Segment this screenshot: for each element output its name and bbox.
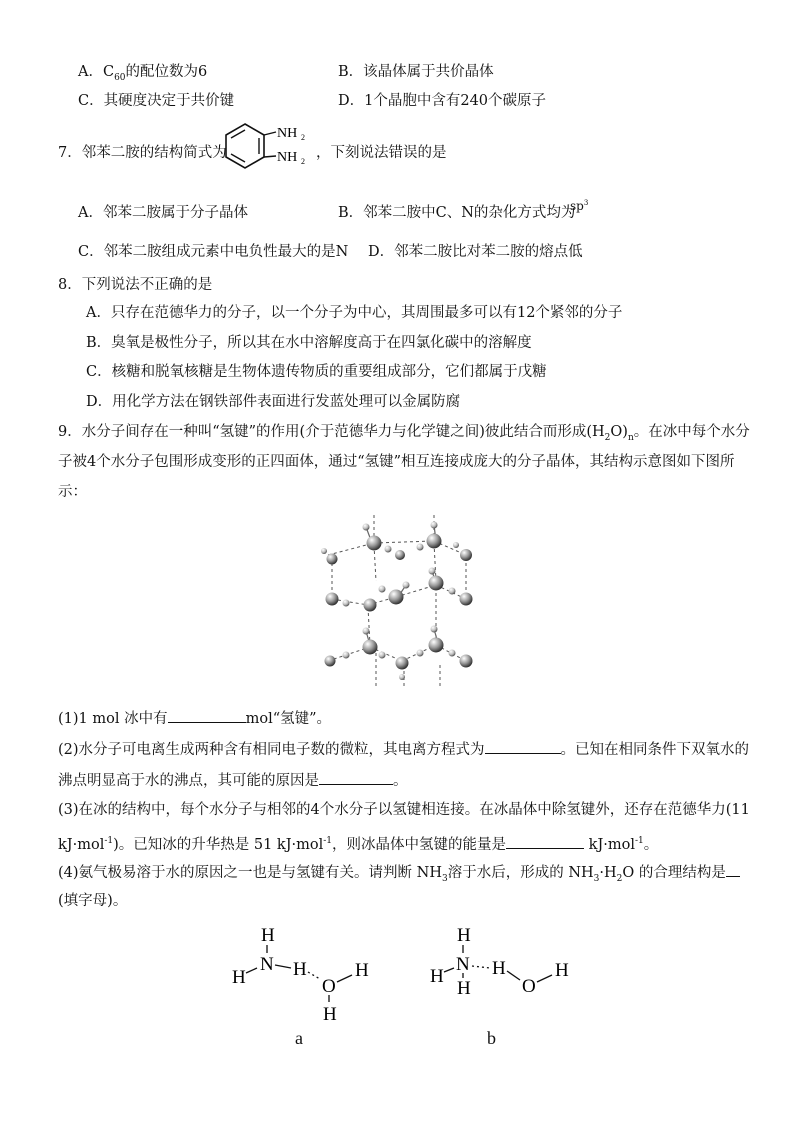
svg-text:H: H (293, 959, 307, 980)
q9-line2: 子被4个水分子包围形成变形的正四面体，通过“氢键”相互连接成庞大的分子晶体，其结构示意图如下图所 (58, 454, 735, 470)
answer-blank-1[interactable] (168, 708, 246, 723)
q9-part1: (1)1 mol 冰中有 mol“氢键”。 (58, 708, 331, 729)
nh2-sub-top: 2 (301, 133, 305, 142)
q7-stem-prefix: 7．邻苯二胺的结构简式为 (58, 145, 227, 161)
q6-option-a: A．$C_{60}$的配位数为6 (78, 64, 208, 83)
q8-option-a: A．只存在范德华力的分子，以一个分子为中心，其周围最多可以有12个紧邻的分子 (86, 305, 623, 321)
nh2-sub-bottom: 2 (301, 157, 305, 166)
q9-part4-line1: (4)氨气极易溶于水的原因之一也是与氢键有关。请判断 $NH_3$溶于水后，形成的 $NH_3\cdot H_2O$ 的合理结构是 (58, 862, 740, 889)
svg-text:H: H (430, 966, 444, 987)
q8-option-b: B．臭氧是极性分子，所以其在水中溶解度高于在四氯化碳中的溶解度 (86, 335, 532, 351)
q7-stem-suffix: ，下刻说法错误的是 (316, 145, 447, 161)
svg-text:N: N (260, 954, 274, 975)
q9-part4-line2: (填字母)。 (58, 893, 128, 909)
svg-text:O: O (522, 976, 536, 997)
q7-option-c: C．邻苯二胺组成元素中电负性最大的是N (78, 244, 349, 260)
q8-stem: 8．下列说法不正确的是 (58, 277, 213, 293)
q8-option-d: D．用化学方法在钢铁部件表面进行发蓝处理可以金属防腐 (86, 394, 461, 410)
answer-blank-2a[interactable] (485, 739, 561, 754)
q9-part2-line2: 沸点明显高于水的沸点，其可能的原因是 。 (58, 770, 408, 791)
svg-text:H: H (492, 958, 506, 979)
svg-text:H: H (555, 960, 569, 981)
svg-text:H: H (457, 978, 471, 999)
q7-option-a: A．邻苯二胺属于分子晶体 (78, 205, 248, 221)
ice-crystal-structure-diagram (316, 515, 486, 687)
svg-text:N: N (456, 954, 470, 975)
q9-line1: 9．水分子间存在一种叫“氢键”的作用(介于范德华力与化学键之间)彼此结合而形成$(H_2O)_n$。在冰中每个水分 (58, 424, 750, 443)
nh2-label-bottom: NH (277, 150, 298, 165)
answer-blank-4[interactable] (726, 862, 740, 877)
svg-text:O: O (322, 976, 336, 997)
svg-text:H: H (232, 967, 246, 988)
q6-option-d: D．1个晶胞中含有240个碳原子 (338, 93, 547, 109)
answer-blank-2b[interactable] (319, 770, 393, 785)
q9-part3-line2: kJ·mol$^{-1}$)。已知冰的升华热是 51 kJ·mol$^{-1}$，则冰晶体中氢键的能量是 kJ·mol$^{-1}$。 (58, 831, 658, 855)
q7-option-b-sp3: $sp^3$ (570, 199, 589, 213)
q6-option-b: B．该晶体属于共价晶体 (338, 64, 494, 80)
q7-option-d: D．邻苯二胺比对苯二胺的熔点低 (368, 244, 583, 260)
q9-part2-line1: (2)水分子可电离生成两种含有相同电子数的微粒，其电离方程式为 。已知在相同条件下双氧水的 (58, 739, 749, 760)
structure-label-a: a (295, 1028, 303, 1048)
svg-text:H: H (261, 925, 275, 946)
o-phenylenediamine-structure (220, 120, 320, 176)
q7-option-b: B．邻苯二胺中C、N的杂化方式均为 (338, 205, 576, 221)
nh3-h2o-structure-a (220, 920, 390, 1022)
svg-text:H: H (355, 960, 369, 981)
q6-option-c: C．其硬度决定于共价键 (78, 93, 235, 109)
structure-label-b: b (487, 1028, 496, 1048)
nh2-label-top: NH (277, 126, 298, 141)
svg-text:H: H (457, 925, 471, 946)
answer-blank-3[interactable] (506, 834, 584, 849)
nh3-h2o-structure-b (420, 920, 590, 1010)
q9-part3-line1: (3)在冰的结构中，每个水分子与相邻的4个水分子以氢键相连接。在冰晶体中除氢键外，还存在范德华力(11 (58, 802, 750, 818)
svg-text:H: H (323, 1004, 337, 1022)
q8-option-c: C．核糖和脱氧核糖是生物体遗传物质的重要组成部分，它们都属于戊糖 (86, 364, 547, 380)
q9-line3: 示： (58, 484, 87, 500)
